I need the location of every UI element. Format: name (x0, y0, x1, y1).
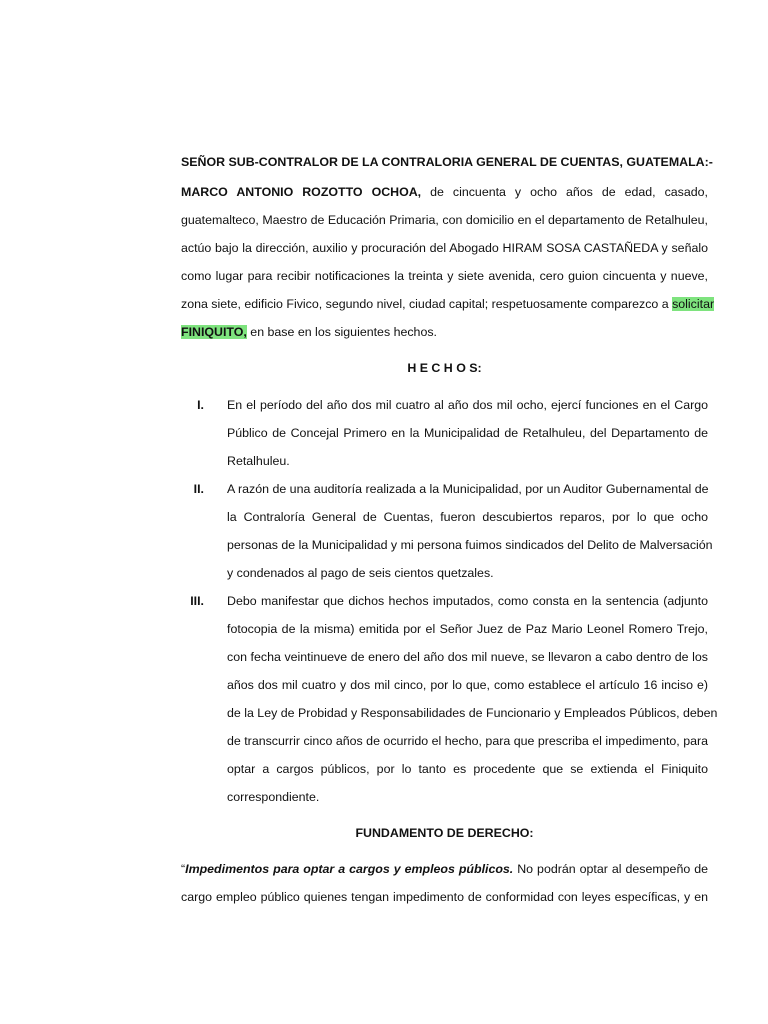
item-2-line-3: personas de la Municipalidad y mi persona fuimos sindicados del Delito de Malversación (227, 538, 713, 552)
item-3-line-8: correspondiente. (227, 790, 320, 804)
fundamento-line-1 (181, 861, 708, 877)
item-3-line-4: años dos mil cuatro y dos mil cinco, por lo que, como establece el artículo 16 inciso e) (227, 678, 708, 692)
highlight-finiquito: FINIQUITO, (181, 325, 247, 339)
quote-mark: “ (181, 862, 186, 876)
intro-line-6-rest: en base en los siguientes hechos. (246, 325, 437, 339)
item-3-line-1: Debo manifestar que dichos hechos imputados, como consta en la sentencia (adjunto (227, 594, 708, 608)
item-3-line-2: fotocopia de la misma) emitida por el Señor Juez de Paz Mario Leonel Romero Trejo, (227, 622, 708, 636)
petitioner-name: MARCO ANTONIO ROZOTTO OCHOA, (181, 185, 422, 199)
highlight-solicitar: solicitar (672, 297, 715, 311)
intro-line-3: actúo bajo la dirección, auxilio y procuración del Abogado HIRAM SOSA CASTAÑEDA y señalo (181, 241, 708, 255)
fundamento-heading: FUNDAMENTO DE DERECHO: (355, 826, 534, 840)
item-1-line-3: Retalhuleu. (227, 454, 290, 468)
item-1-numeral: I. (197, 398, 204, 412)
item-3-line-5: de la Ley de Probidad y Responsabilidades de Funcionario y Empleados Públicos, deben (227, 706, 718, 720)
item-3-numeral: III. (190, 594, 204, 608)
intro-line-1 (181, 184, 708, 200)
item-2-line-4: y condenados al pago de seis cientos quetzales. (227, 566, 494, 580)
item-2-line-2: la Contraloría General de Cuentas, fueron descubiertos reparos, por lo que ocho (227, 510, 708, 524)
document-title: SEÑOR SUB-CONTRALOR DE LA CONTRALORIA GENERAL DE CUENTAS, GUATEMALA:- (181, 155, 713, 169)
fundamento-line-1-rest: No podrán optar al desempeño de (513, 862, 709, 876)
item-3-line-7: optar a cargos públicos, por lo tanto es procedente que se extienda el Finiquito (227, 762, 708, 776)
item-1-line-1: En el período del año dos mil cuatro al año dos mil ocho, ejercí funciones en el Cargo (227, 398, 708, 412)
intro-line-2: guatemalteco, Maestro de Educación Primaria, con domicilio en el departamento de Retalhuleu, (181, 213, 708, 227)
intro-line-6 (181, 324, 708, 340)
hechos-heading: H E C H O S: (407, 361, 482, 375)
intro-line-4: como lugar para recibir notificaciones la treinta y siete avenida, cero guion cincuenta y nueve, (181, 269, 708, 283)
item-3-line-3: con fecha veintinueve de enero del año dos mil nueve, se llevaron a cabo dentro de los (227, 650, 708, 664)
item-1-line-2: Público de Concejal Primero en la Municipalidad de Retalhuleu, del Departamento de (227, 426, 708, 440)
intro-line-1-rest: de cincuenta y ocho años de edad, casado, (421, 185, 708, 199)
intro-line-5-text: zona siete, edificio Fivico, segundo nivel, ciudad capital; respetuosamente comparezco a (181, 297, 673, 311)
item-3-line-6: de transcurrir cinco años de ocurrido el hecho, para que prescriba el impedimento, para (227, 734, 708, 748)
item-2-numeral: II. (193, 482, 204, 496)
fundamento-line-2: cargo empleo público quienes tengan impedimento de conformidad con leyes específicas, y en (181, 890, 708, 904)
quote-title: Impedimentos para optar a cargos y empleos públicos. (185, 862, 514, 876)
item-2-line-1: A razón de una auditoría realizada a la Municipalidad, por un Auditor Gubernamental de (227, 482, 709, 496)
intro-line-5 (181, 296, 715, 312)
